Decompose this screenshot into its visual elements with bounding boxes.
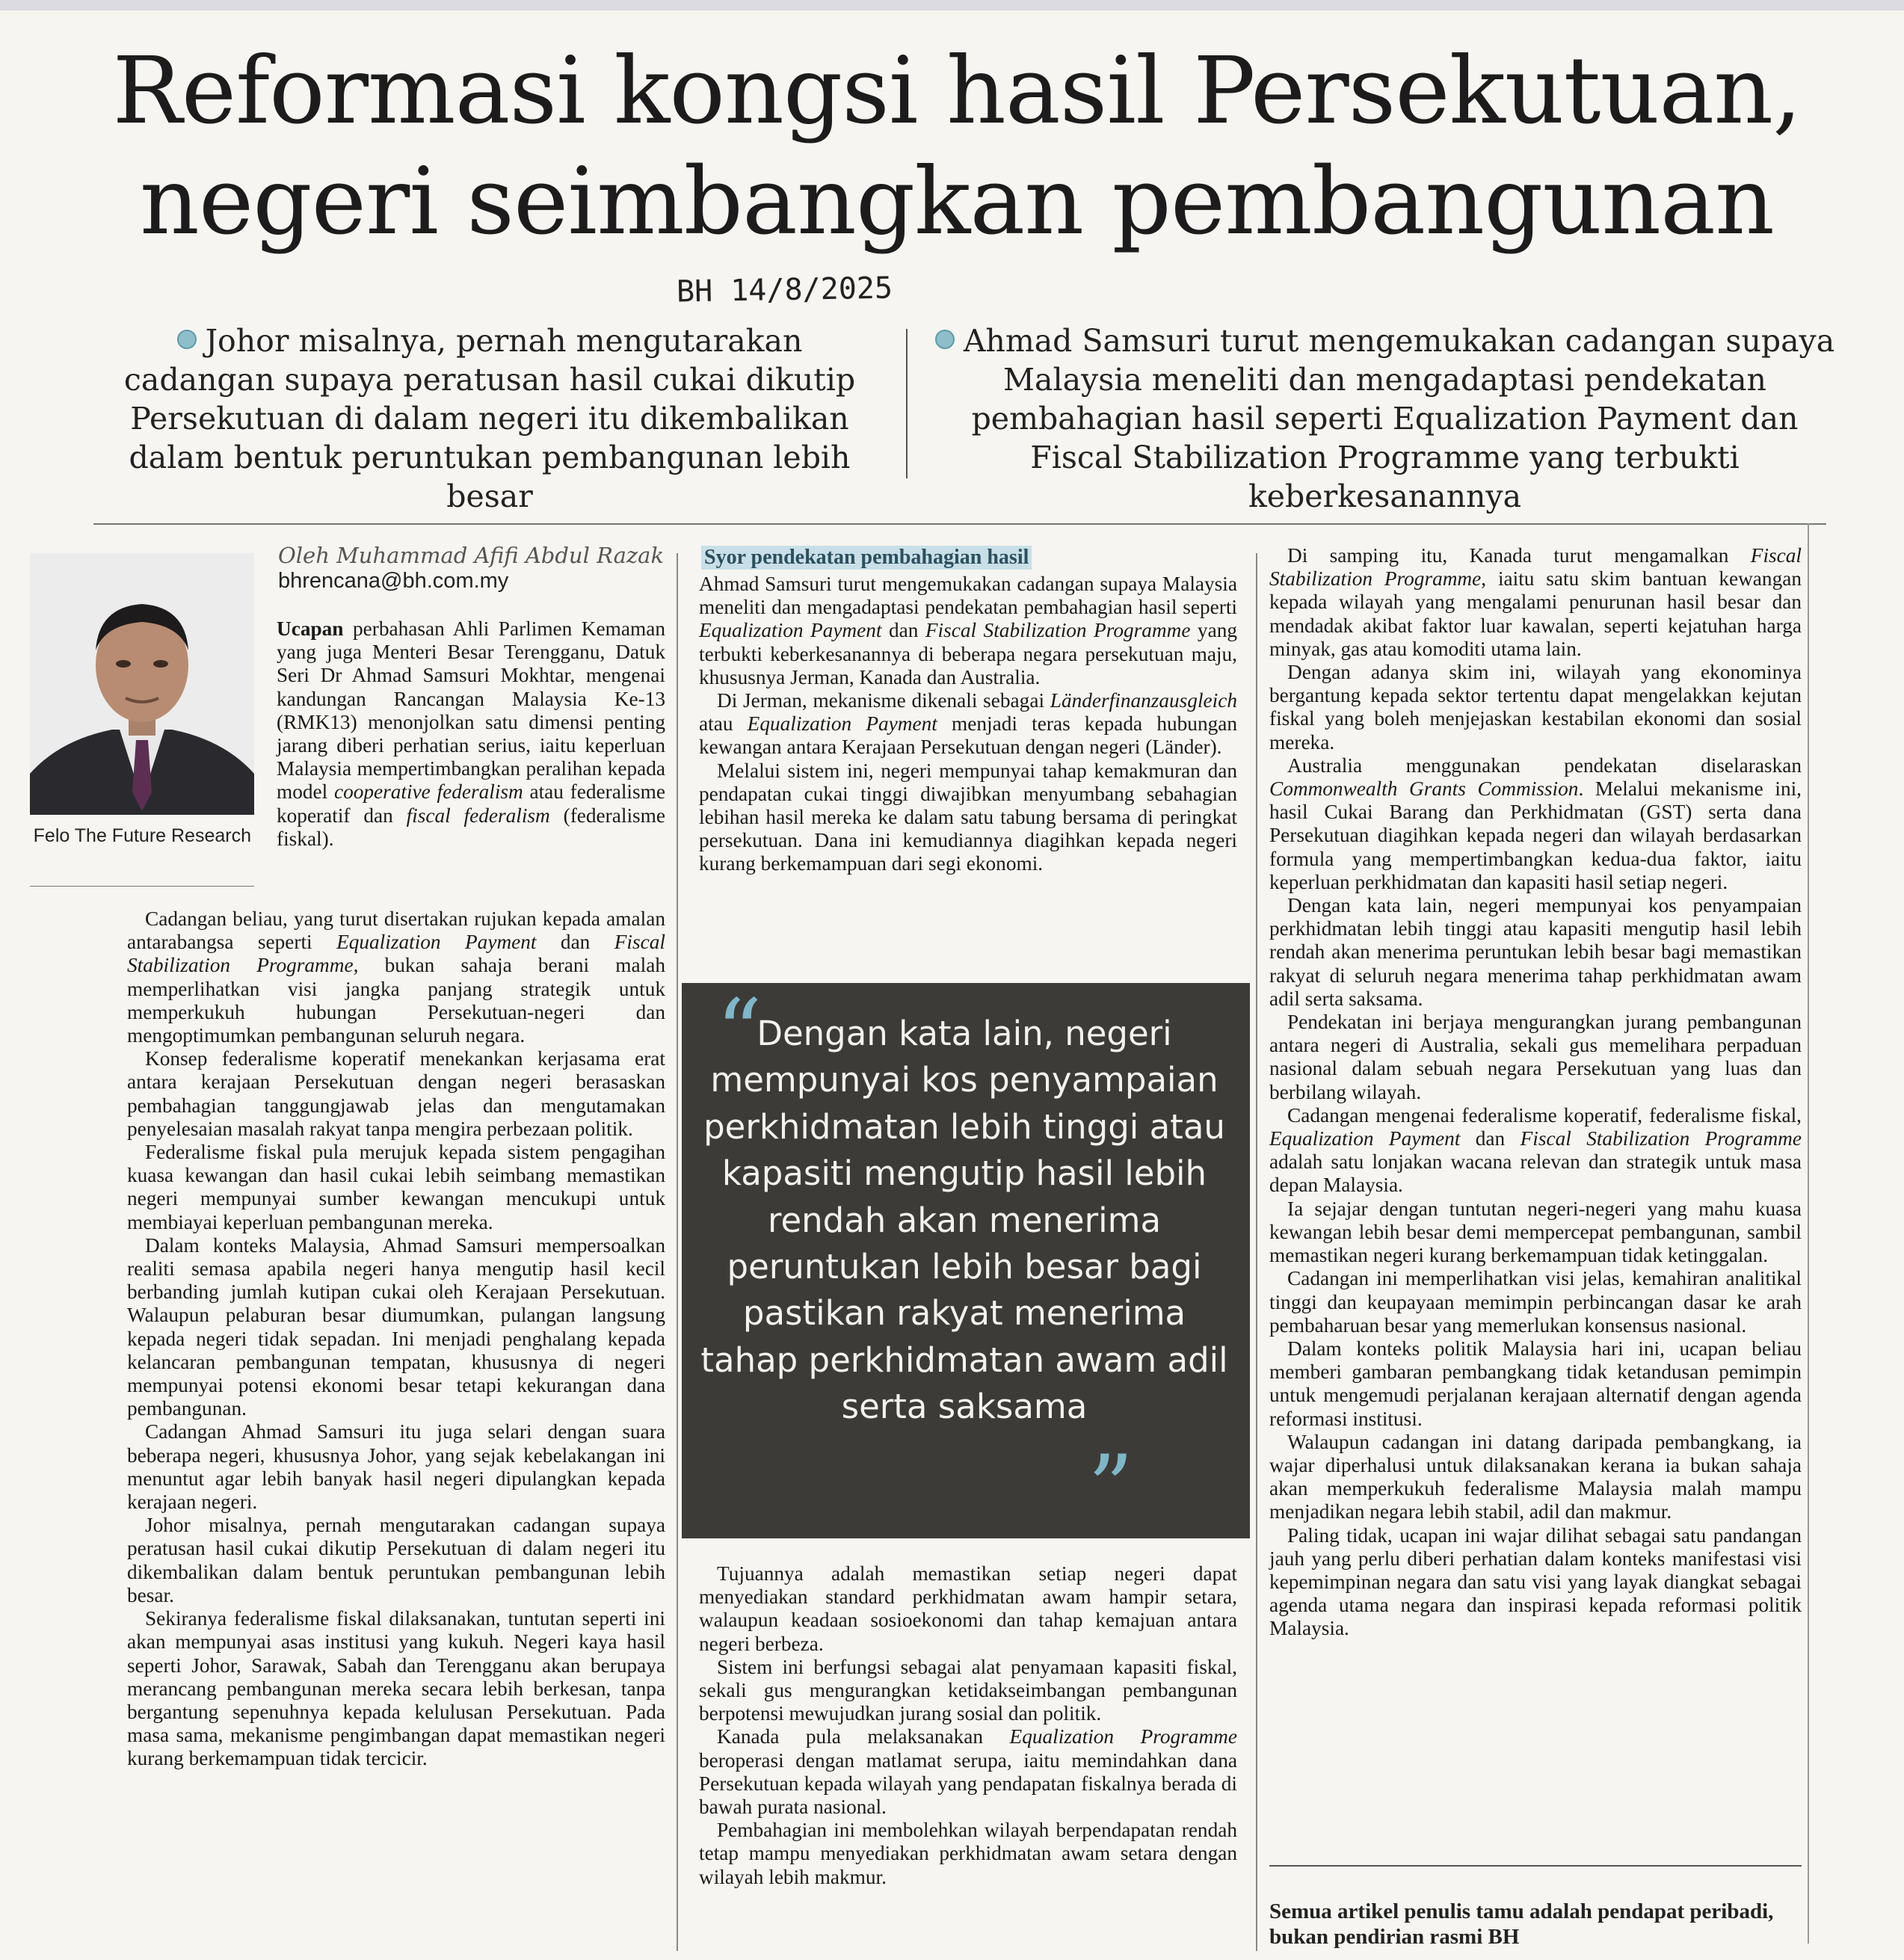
column-1-top: [277, 617, 665, 851]
paragraph: Paling tidak, ucapan ini wajar dilihat sebagai satu pandangan jauh yang perlu diberi perhatian dalam konteks manifestasi visi kepemimpinan negara dan satu visi yang layak diangkat sebagai agenda utama negara dan inspirasi kepada reformasi politik Malaysia.: [1269, 1523, 1802, 1640]
deck-right-text: Ahmad Samsuri turut mengemukakan cadangan supaya Malaysia meneliti dan mengadaptasi pendekatan pembahagian hasil seperti Equalization Payment dan Fiscal Stabilization Programme yang terbukti keberkesanannya: [963, 323, 1835, 514]
paragraph: Ia sejajar dengan tuntutan negeri-negeri yang mahu kuasa kewangan lebih besar demi mempercepat pembangunan, sambil memastikan negeri kurang berkemampuan tidak ketinggalan.: [1269, 1197, 1802, 1267]
paragraph: Dalam konteks politik Malaysia hari ini, ucapan beliau memberi gambaran pembangkang tidak ketandusan pemimpin untuk mengemudi perjalanan kerajaan alternatif dengan agenda reformasi institusi.: [1269, 1337, 1802, 1430]
lead-word: Ucapan: [277, 617, 344, 640]
subheading: Syor pendekatan pembahagian hasil: [701, 546, 1032, 570]
deck-left-text: Johor misalnya, pernah mengutarakan cadangan supaya peratusan hasil cukai dikutip Persekutuan di dalam negeri itu dikembalikan dalam bentuk peruntukan pembangunan lebih besar: [123, 323, 856, 514]
photo-caption: Felo The Future Research: [33, 825, 251, 846]
paragraph: Sekiranya federalisme fiskal dilaksanakan, tuntutan seperti ini akan mempunyai asas institusi yang kukuh. Negeri kaya hasil seperti Johor, Sarawak, Sabah dan Terengganu akan berupaya merancang pembangunan mereka secara lebih berkesan, tanpa bergantung sepenuhnya kepada kelulusan Persekutuan. Pada masa sama, mekanisme pengimbangan dapat memastikan negeri kurang berkemampuan tidak tercicir.: [127, 1607, 665, 1770]
column-rule: [1256, 553, 1257, 1951]
headline: [45, 36, 1869, 257]
paragraph: Federalisme fiskal pula merujuk kepada sistem pengagihan kuasa kewangan dan hasil cukai lebih seimbang memastikan negeri mempunyai sumber kewangan mencukupi untuk membiayai keperluan pembangunan mereka.: [127, 1141, 665, 1233]
paragraph: Konsep federalisme koperatif menekankan kerjasama erat antara kerajaan Persekutuan dengan negeri berasaskan pembahagian tanggungjawab jelas dan mengutamakan penyelesaian masalah rakyat tanpa mengira perbezaan politik.: [127, 1047, 665, 1140]
column-rule: [677, 553, 678, 1951]
handwritten-date-note: BH 14/8/2025: [676, 271, 893, 309]
paragraph: Di Jerman, mekanisme dikenali sebagai Länderfinanzausgleich atau Equalization Payment menjadi teras kepada hubungan kewangan antara Kerajaan Persekutuan dengan negeri (Länder).: [699, 689, 1238, 759]
bullet-icon: [935, 330, 955, 349]
close-quote-icon: ”: [1088, 1437, 1134, 1541]
paragraph: Pembahagian ini membolehkan wilayah berpendapatan rendah tetap mampu menyediakan perkhidmatan awam setara dengan wilayah lebih makmur.: [699, 1819, 1237, 1888]
footnote-rule: [1269, 1865, 1802, 1867]
deck-right: [931, 321, 1839, 516]
paragraph: Cadangan mengenai federalisme koperatif, federalisme fiskal, Equalization Payment dan Fiscal Stabilization Programme adalah satu lonjakan wacana relevan dan strategik untuk masa depan Malaysia.: [1269, 1103, 1802, 1197]
caption-rule: [30, 886, 254, 887]
bullet-icon: [177, 330, 197, 349]
paragraph: Cadangan Ahmad Samsuri itu juga selari dengan suara beberapa negeri, khususnya Johor, yang sejak kebelakangan ini menuntut agar lebih banyak hasil negeri dipulangkan kepada kerajaan negeri.: [127, 1420, 665, 1514]
paragraph: Dengan adanya skim ini, wilayah yang ekonominya bergantung kepada sektor tertentu dapat mengelakkan kejutan fiskal yang boleh menjejaskan kestabilan ekonomi dan sosial mereka.: [1269, 661, 1802, 754]
paragraph: Kanada pula melaksanakan Equalization Programme beroperasi dengan matlamat serupa, iaitu memindahkan dana Persekutuan kepada wilayah yang pendapatan fiskalnya berada di bawah purata nasional.: [699, 1725, 1237, 1819]
paragraph: Dengan kata lain, negeri mempunyai kos penyampaian perkhidmatan lebih tinggi atau kapasiti mengutip hasil lebih rendah akan menerima peruntukan lebih besar bagi memastikan rakyat di seluruh negara menerima tahap perkhidmatan awam adil serta saksama.: [1269, 894, 1802, 1010]
paragraph: Ahmad Samsuri turut mengemukakan cadangan supaya Malaysia meneliti dan mengadaptasi pendekatan pembahagian hasil seperti Equalization Payment dan Fiscal Stabilization Programme yang terbukti keberkesanannya di beberapa negara persekutuan maju, khususnya Jerman, Kanada dan Australia.: [699, 573, 1237, 688]
author-portrait-image: [30, 553, 254, 815]
deck-divider: [906, 329, 908, 478]
paragraph: Sistem ini berfungsi sebagai alat penyamaan kapasiti fiskal, sekali gus mengurangkan ketidakseimbangan pembangunan berpotensi mewujudkan jurang sosial dan politik.: [699, 1655, 1237, 1725]
disclaimer-footnote: Semua artikel penulis tamu adalah pendapat peribadi, bukan pendirian rasmi BH: [1269, 1899, 1774, 1949]
article-frame-right: [1808, 523, 1809, 1944]
column-2-top: [699, 573, 1237, 876]
author-email: bhrencana@bh.com.my: [278, 569, 509, 593]
paragraph: Cadangan ini memperlihatkan visi jelas, kemahiran analitikal tinggi dan keupayaan memimpin perbincangan dasar ke arah pembaharuan besar yang memerlukan konsensus nasional.: [1269, 1267, 1802, 1337]
paragraph: Tujuannya adalah memastikan setiap negeri dapat menyediakan standard perkhidmatan awam hampir setara, walaupun keadaan sosioekonomi dan tahap kemajuan antara negeri berbeza.: [699, 1562, 1237, 1655]
article-frame-top: [93, 523, 1826, 525]
headline-line-1: Reformasi kongsi hasil Persekutuan,: [112, 37, 1802, 145]
paragraph: Di samping itu, Kanada turut mengamalkan Fiscal Stabilization Programme, iaitu satu skim bantuan kewangan kepada wilayah yang mengalami penurunan hasil besar dan mendadak akibat faktor luar kawalan, seperti kejatuhan harga minyak, gas atau komoditi utama lain.: [1269, 544, 1802, 660]
paragraph: Cadangan beliau, yang turut disertakan rujukan kepada amalan antarabangsa seperti Equalization Payment dan Fiscal Stabilization Programme, bukan sahaja berani malah memperlihatkan visi jangka panjang strategik untuk memperkukuh hubungan Persekutuan-negeri dan mengoptimumkan pembangunan seluruh negara.: [127, 907, 665, 1047]
open-quote-icon: “: [716, 981, 762, 1085]
byline: Oleh Muhammad Afifi Abdul Razak: [278, 543, 665, 568]
paragraph: Pendekatan ini berjaya mengurangkan jurang pembangunan antara negeri di Australia, sekali gus memelihara perpaduan nasional dalam sebuah negara Persekutuan yang luas dan berbilang wilayah.: [1269, 1011, 1802, 1103]
deck-left: [105, 321, 875, 516]
column-2-bottom: [699, 1562, 1237, 1889]
column-3: [1269, 544, 1802, 1641]
paragraph: Johor misalnya, pernah mengutarakan cadangan supaya peratusan hasil cukai dikutip Persekutuan di dalam negeri itu dikembalikan dalam bentuk peruntukan pembangunan lebih besar.: [127, 1514, 665, 1606]
paragraph: Australia menggunakan pendekatan diselaraskan Commonwealth Grants Commission. Melalui mekanisme ini, hasil Cukai Barang dan Perkhidmatan (GST) serta dana Persekutuan diagihkan kepada negeri dan wilayah berdasarkan formula yang mempertimbangkan kedua-dua faktor, iaitu keperluan perkhidmatan dan kapasiti hasil setiap negeri.: [1269, 754, 1802, 893]
top-scan-edge: [0, 0, 1904, 10]
paragraph: Ucapan perbahasan Ahli Parlimen Kemaman yang juga Menteri Besar Terengganu, Datuk Seri Dr Ahmad Samsuri Mokhtar, mengenai kandungan Rancangan Malaysia Ke-13 (RMK13) menonjolkan satu dimensi penting jarang diberi perhatian serius, iaitu keperluan Malaysia mempertimbangkan peralihan kepada model cooperative federalism atau federalisme koperatif dan fiscal federalism (federalisme fiskal).: [277, 617, 666, 850]
paragraph: Melalui sistem ini, negeri mempunyai tahap kemakmuran dan pendapatan cukai tinggi diwajibkan menyumbang sebahagian lebihan hasil mereka ke dalam satu tabung bersama di peringkat persekutuan. Dana ini kemudiannya diagihkan kepada negeri kurang berkemampuan dari segi ekonomi.: [699, 759, 1237, 875]
author-photo: [30, 553, 254, 815]
pull-quote: Dengan kata lain, negeri mempunyai kos penyampaian perkhidmatan lebih tinggi atau kapasiti mengutip hasil lebih rendah akan menerima peruntukan lebih besar bagi pastikan rakyat menerima tahap perkhidmatan awam adil serta saksama: [700, 1014, 1228, 1427]
headline-line-2: negeri seimbangkan pembangunan: [140, 148, 1774, 256]
paragraph: Walaupun cadangan ini datang daripada pembangkang, ia wajar diperhalusi untuk dilaksanakan kerana ia bukan sahaja akan memperkukuh federalisme Malaysia malah mampu menjadikan negara lebih stabil, adil dan makmur.: [1269, 1430, 1802, 1523]
column-1-bottom: [127, 907, 665, 1771]
paragraph: Dalam konteks Malaysia, Ahmad Samsuri mempersoalkan realiti semasa apabila negeri hanya mengutip hasil kecil berbanding jumlah kutipan cukai oleh Kerajaan Persekutuan. Walaupun pelaburan besar diumumkan, pulangan langsung kepada negeri tidak sepadan. Ini menjadi penghalang kepada kelancaran pembangunan tempatan, khususnya di negeri mempunyai potensi ekonomi besar tetapi kekurangan dana pembangunan.: [127, 1233, 665, 1420]
